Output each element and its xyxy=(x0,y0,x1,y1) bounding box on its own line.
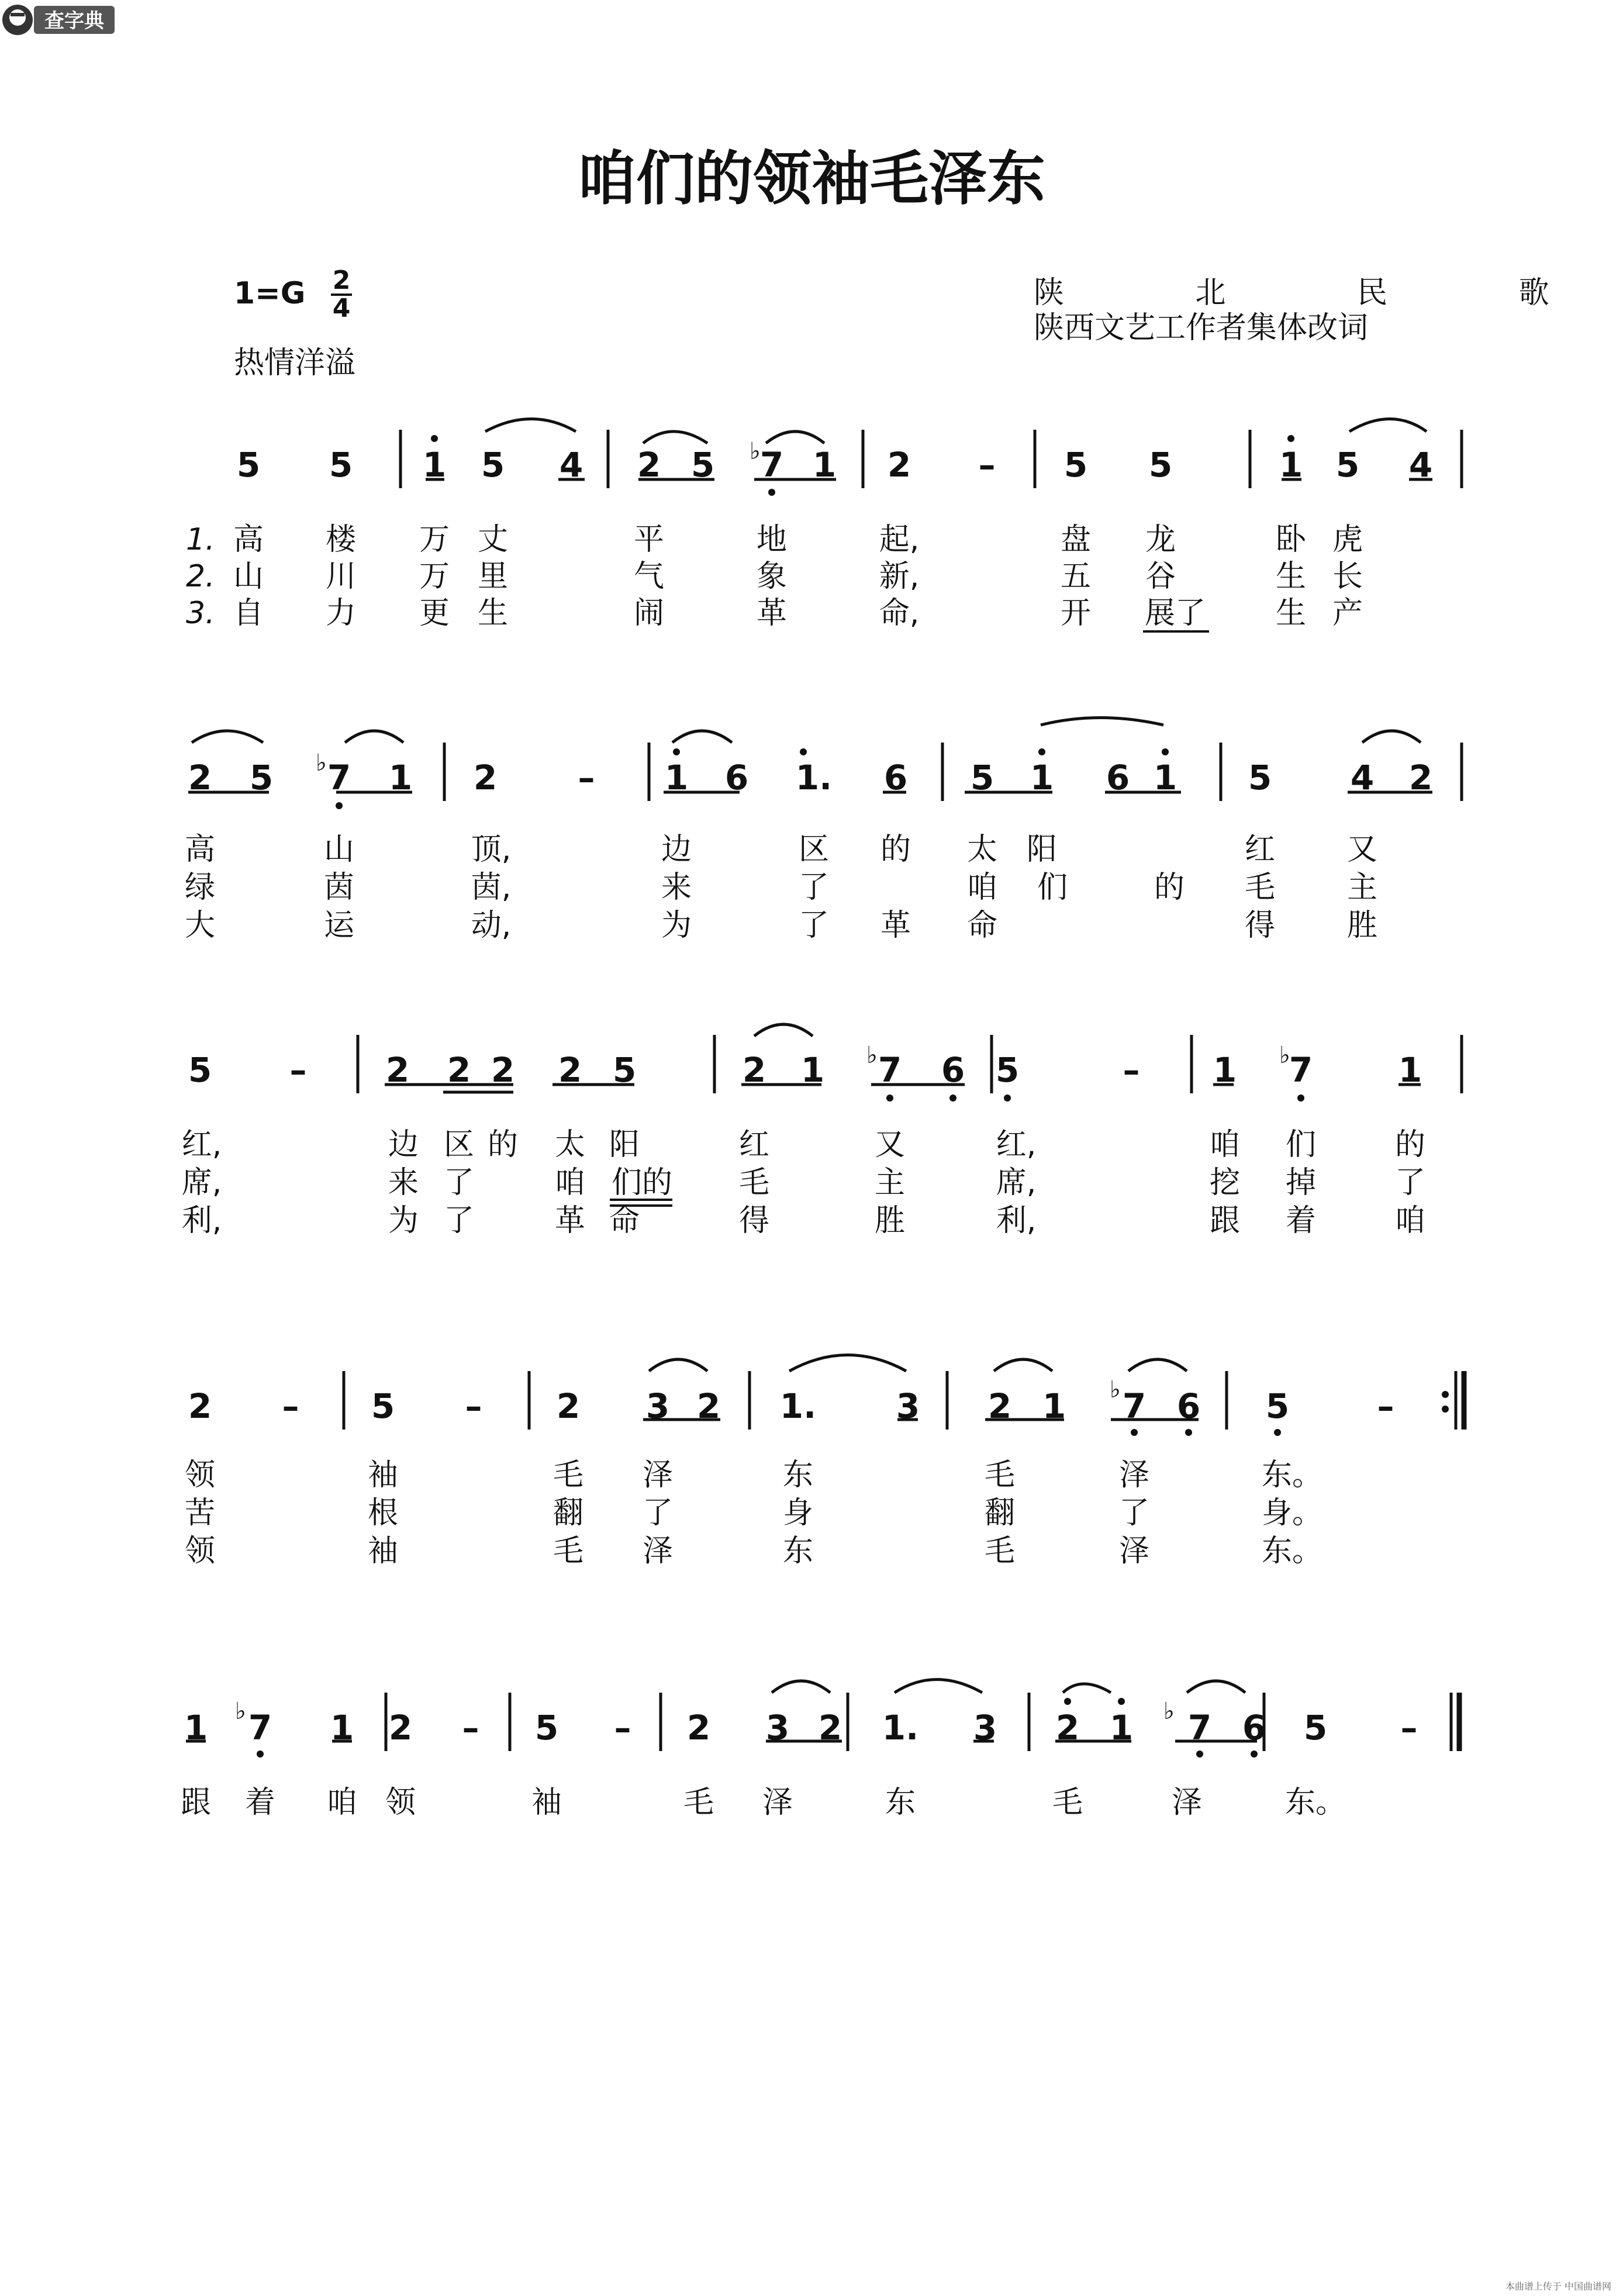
note: 5 xyxy=(1248,758,1272,797)
lyric: 跟 xyxy=(1209,1203,1241,1238)
octave-dot xyxy=(1004,1095,1011,1102)
lyric: 五 xyxy=(1060,559,1092,594)
lyric: 红 xyxy=(738,1127,770,1162)
verse-number: 1. xyxy=(186,522,215,557)
lyric: 了 xyxy=(642,1496,674,1531)
lyric: 毛 xyxy=(1052,1785,1083,1820)
slur xyxy=(766,431,824,443)
lyric: 平 xyxy=(633,522,665,557)
note: 2 xyxy=(388,1708,413,1748)
note: 1 xyxy=(1213,1050,1237,1090)
note: 1 xyxy=(664,758,689,797)
lyric: 利, xyxy=(996,1203,1037,1238)
note: 1 xyxy=(812,445,837,485)
lyric: 咱 xyxy=(554,1165,586,1200)
note: 1 xyxy=(1279,445,1303,485)
note: 5 xyxy=(690,445,715,485)
lyric: 们的 xyxy=(611,1165,673,1200)
note: 1 xyxy=(1153,758,1177,797)
note: 2 xyxy=(556,1386,581,1426)
lyric: 山 xyxy=(323,832,355,867)
lyric: 龙 xyxy=(1145,522,1176,557)
time-bottom: 4 xyxy=(332,294,351,323)
lyric: 了 xyxy=(798,870,830,905)
note: – xyxy=(282,1386,299,1426)
slur xyxy=(789,1355,906,1372)
octave-dot xyxy=(800,748,807,755)
lyric: 翻 xyxy=(552,1496,584,1531)
lyric: 命, xyxy=(879,596,920,631)
lyric: 毛 xyxy=(984,1458,1016,1493)
note: 6 xyxy=(1242,1708,1266,1748)
note: – xyxy=(1400,1708,1418,1748)
note: 2 xyxy=(473,758,498,797)
note: 2 xyxy=(742,1050,766,1090)
lyric: 东。 xyxy=(1261,1458,1323,1493)
key-signature: 1=G xyxy=(234,276,306,311)
slur xyxy=(1349,419,1427,432)
lyric: 们 xyxy=(1285,1127,1317,1162)
lyric: 咱 xyxy=(1209,1127,1241,1162)
footer-note: 本曲谱上传于 中国曲谱网 xyxy=(1505,2281,1611,2292)
note: 2 xyxy=(1408,758,1433,797)
lyric: 地 xyxy=(756,522,788,557)
lyric: 了 xyxy=(1394,1165,1426,1200)
note: 1 xyxy=(1030,758,1054,797)
lyric: 绿 xyxy=(184,870,216,905)
note: 5 xyxy=(970,758,994,797)
lyric: 生 xyxy=(1275,596,1307,631)
lyric: 为 xyxy=(661,908,692,943)
verse-number: 3. xyxy=(186,596,215,631)
lyric: 红, xyxy=(996,1127,1037,1162)
note: 5 xyxy=(612,1050,637,1090)
slur xyxy=(895,1680,982,1693)
lyric: 身 xyxy=(782,1496,814,1531)
lyric: 产 xyxy=(1332,596,1363,631)
note: 2 xyxy=(686,1708,711,1748)
note: 6 xyxy=(941,1050,965,1090)
octave-dot xyxy=(768,489,775,496)
lyric: 又 xyxy=(1346,832,1378,867)
lyric: 万 xyxy=(419,522,450,557)
lyric: 泽 xyxy=(1171,1785,1203,1820)
lyric: 胜 xyxy=(1346,908,1378,943)
lyric: 高 xyxy=(184,832,216,867)
page-title: 咱们的领袖毛泽东 xyxy=(578,144,1045,213)
lyric: 着 xyxy=(1285,1203,1317,1238)
note: 1. xyxy=(779,1386,817,1426)
slur xyxy=(754,1024,813,1036)
octave-dot xyxy=(1162,748,1169,755)
note: 7 xyxy=(878,1050,902,1090)
lyric: 盘 xyxy=(1060,522,1092,557)
note: – xyxy=(614,1708,631,1748)
lyric: 谷 xyxy=(1145,559,1176,594)
lyric: 咱 xyxy=(326,1785,358,1820)
lyric: 泽 xyxy=(762,1785,793,1820)
lyric: 革 xyxy=(880,908,911,943)
lyric: 生 xyxy=(1275,559,1307,594)
lyric: 东 xyxy=(782,1458,814,1493)
note: 1. xyxy=(882,1708,919,1748)
credit-lyrics: 陕西文艺工作者集体改词 xyxy=(1034,310,1369,346)
lyric: 的 xyxy=(1394,1127,1426,1162)
lyric: 挖 xyxy=(1209,1165,1241,1200)
lyric: 们 xyxy=(1037,870,1068,905)
lyric: 太 xyxy=(554,1127,586,1162)
lyric: 楼 xyxy=(325,522,357,557)
lyric: 翻 xyxy=(984,1496,1016,1531)
lyric: 为 xyxy=(388,1203,419,1238)
note: 6 xyxy=(1176,1386,1201,1426)
lyric: 的 xyxy=(1154,870,1185,905)
credit-source: 陕 北 民 歌 xyxy=(1034,275,1610,310)
lyric: 得 xyxy=(1244,908,1276,943)
lyric: 利, xyxy=(181,1203,222,1238)
note: 7 xyxy=(1187,1708,1212,1748)
note: 2 xyxy=(385,1050,410,1090)
note: 1 xyxy=(184,1708,208,1748)
note: – xyxy=(978,445,996,485)
note: 7 xyxy=(759,445,784,485)
note: – xyxy=(1123,1050,1140,1090)
flat-sign: ♭ xyxy=(235,1698,246,1725)
note: 6 xyxy=(883,758,908,797)
lyric: 边 xyxy=(661,832,692,867)
repeat-dot xyxy=(1442,1391,1449,1398)
note: 5 xyxy=(371,1386,395,1426)
lyric: 根 xyxy=(367,1496,399,1531)
lyric: 席, xyxy=(181,1165,222,1200)
note: 5 xyxy=(1303,1708,1328,1748)
note: 1 xyxy=(1042,1386,1066,1426)
slur xyxy=(345,731,403,743)
note: 5 xyxy=(995,1050,1020,1090)
lyric: 泽 xyxy=(642,1534,674,1569)
note: 1 xyxy=(800,1050,825,1090)
note: – xyxy=(1377,1386,1394,1426)
lyric: 东 xyxy=(885,1785,916,1820)
lyric: 更 xyxy=(419,596,450,631)
lyric: 山 xyxy=(233,559,264,594)
flat-sign: ♭ xyxy=(316,750,327,776)
note: – xyxy=(465,1386,482,1426)
lyric: 来 xyxy=(661,870,692,905)
lyric: 命 xyxy=(966,908,998,943)
lyric: 高 xyxy=(233,522,264,557)
lyric: 革 xyxy=(554,1203,586,1238)
octave-dot xyxy=(431,435,438,442)
slur xyxy=(772,1681,830,1693)
lyric: 的 xyxy=(487,1127,519,1162)
octave-dot xyxy=(1251,1751,1258,1758)
lyric: 川 xyxy=(325,559,357,594)
lyric: 袖 xyxy=(367,1534,399,1569)
note: – xyxy=(462,1708,479,1748)
octave-dot xyxy=(1287,435,1294,442)
lyric: 生 xyxy=(477,596,509,631)
flat-sign: ♭ xyxy=(1279,1042,1290,1069)
note: 5 xyxy=(1335,445,1360,485)
lyric: 领 xyxy=(184,1458,216,1493)
slur xyxy=(643,431,707,443)
lyric: 命 xyxy=(609,1203,640,1238)
note: 4 xyxy=(559,445,583,485)
lyric: 席, xyxy=(996,1165,1037,1200)
lyric: 毛 xyxy=(1244,870,1276,905)
note: 2 xyxy=(1055,1708,1080,1748)
repeat-dot xyxy=(1442,1406,1449,1413)
lyric: 茵 xyxy=(323,870,355,905)
octave-dot xyxy=(336,802,343,809)
lyric: 起, xyxy=(879,522,920,557)
slur xyxy=(649,1359,707,1371)
note: 2 xyxy=(188,1386,212,1426)
slur xyxy=(1187,1681,1245,1693)
verse-number: 2. xyxy=(186,559,215,594)
lyric: 毛 xyxy=(984,1534,1016,1569)
note: 2 xyxy=(637,445,661,485)
note: 5 xyxy=(329,445,353,485)
note: 5 xyxy=(481,445,505,485)
lyric: 领 xyxy=(385,1785,416,1820)
slur xyxy=(994,1359,1052,1371)
lyric: 气 xyxy=(633,559,665,594)
lyric: 领 xyxy=(184,1534,216,1569)
note: 1. xyxy=(795,758,833,797)
note: 1 xyxy=(388,758,413,797)
note: 7 xyxy=(1289,1050,1313,1090)
flat-sign: ♭ xyxy=(1110,1376,1121,1403)
lyric: 动, xyxy=(471,908,512,943)
slur xyxy=(192,731,263,743)
note: 5 xyxy=(534,1708,559,1748)
lyric: 革 xyxy=(756,596,788,631)
lyric: 掉 xyxy=(1285,1165,1317,1200)
octave-dot xyxy=(1185,1429,1192,1436)
lyric: 边 xyxy=(388,1127,419,1162)
lyric: 红, xyxy=(181,1127,222,1162)
lyric: 了 xyxy=(1118,1496,1150,1531)
lyric: 区 xyxy=(798,832,830,867)
note: 6 xyxy=(1106,758,1130,797)
tempo-marking: 热情洋溢 xyxy=(234,346,356,381)
lyric: 了 xyxy=(443,1165,475,1200)
time-top: 2 xyxy=(332,265,351,295)
lyric: 阳 xyxy=(609,1127,640,1162)
lyric: 东。 xyxy=(1261,1534,1323,1569)
lyric: 茵, xyxy=(471,870,512,905)
lyric: 毛 xyxy=(738,1165,770,1200)
slur xyxy=(672,731,732,743)
slur xyxy=(485,419,576,432)
octave-dot xyxy=(1118,1698,1125,1705)
note: – xyxy=(578,758,595,797)
lyric: 力 xyxy=(325,596,357,631)
note: 3 xyxy=(645,1386,670,1426)
note: 2 xyxy=(188,758,212,797)
lyric: 毛 xyxy=(552,1534,584,1569)
lyric: 袖 xyxy=(367,1458,399,1493)
octave-dot xyxy=(886,1095,893,1102)
lyric: 太 xyxy=(966,832,998,867)
lyric: 泽 xyxy=(642,1458,674,1493)
octave-dot xyxy=(1038,748,1045,755)
note: 7 xyxy=(248,1708,272,1748)
note: 6 xyxy=(724,758,749,797)
lyric: 又 xyxy=(874,1127,906,1162)
octave-dot xyxy=(1274,1429,1281,1436)
lyric: 丈 xyxy=(477,522,509,557)
lyric: 着 xyxy=(244,1785,276,1820)
lyric: 苦 xyxy=(184,1496,216,1531)
lyric: 里 xyxy=(477,559,509,594)
octave-dot xyxy=(1064,1698,1071,1705)
lyric: 主 xyxy=(1346,870,1378,905)
note: 5 xyxy=(1148,445,1173,485)
lyric: 毛 xyxy=(552,1458,584,1493)
note: 1 xyxy=(330,1708,354,1748)
note: 4 xyxy=(1350,758,1375,797)
logo-text: 查字典 xyxy=(44,9,104,33)
note: 2 xyxy=(491,1050,515,1090)
octave-dot xyxy=(257,1751,264,1758)
lyric: 运 xyxy=(323,908,355,943)
slur xyxy=(1362,731,1421,743)
lyric: 咱 xyxy=(1394,1203,1426,1238)
note: 4 xyxy=(1408,445,1433,485)
octave-dot xyxy=(1131,1429,1138,1436)
note: 2 xyxy=(887,445,911,485)
flat-sign: ♭ xyxy=(750,438,761,465)
note: 2 xyxy=(696,1386,721,1426)
note: – xyxy=(289,1050,307,1090)
slur xyxy=(1063,1684,1111,1693)
lyric: 万 xyxy=(419,559,450,594)
note: 5 xyxy=(249,758,274,797)
flat-sign: ♭ xyxy=(866,1042,878,1069)
note: 2 xyxy=(818,1708,842,1748)
lyric: 了 xyxy=(798,908,830,943)
lyric: 身。 xyxy=(1261,1496,1323,1531)
lyric: 的 xyxy=(880,832,911,867)
lyric: 了 xyxy=(443,1203,475,1238)
note: 3 xyxy=(765,1708,790,1748)
octave-dot xyxy=(949,1095,956,1102)
flat-sign: ♭ xyxy=(1163,1698,1175,1725)
octave-dot xyxy=(1196,1751,1203,1758)
lyric: 区 xyxy=(443,1127,475,1162)
slur xyxy=(1041,718,1163,726)
note: 3 xyxy=(896,1386,920,1426)
lyric: 主 xyxy=(874,1165,906,1200)
lyric: 毛 xyxy=(683,1785,714,1820)
note: 1 xyxy=(1398,1050,1422,1090)
lyric: 咱 xyxy=(966,870,998,905)
lyric: 新, xyxy=(879,559,920,594)
note: 2 xyxy=(558,1050,582,1090)
note: 1 xyxy=(422,445,447,485)
lyric: 闹 xyxy=(633,596,665,631)
lyric: 开 xyxy=(1060,596,1092,631)
lyric: 来 xyxy=(388,1165,419,1200)
lyric: 袖 xyxy=(531,1785,562,1820)
lyric: 大 xyxy=(184,908,216,943)
lyric: 象 xyxy=(756,559,788,594)
lyric: 东。 xyxy=(1284,1785,1346,1820)
lyric: 得 xyxy=(738,1203,770,1238)
lyric: 自 xyxy=(233,596,264,631)
note: 2 xyxy=(987,1386,1012,1426)
lyric: 阳 xyxy=(1026,832,1058,867)
note: 5 xyxy=(1265,1386,1290,1426)
octave-dot xyxy=(1297,1095,1304,1102)
note: 7 xyxy=(1122,1386,1147,1426)
lyric: 跟 xyxy=(180,1785,212,1820)
lyric: 泽 xyxy=(1118,1458,1150,1493)
slur xyxy=(1128,1359,1187,1371)
lyric: 东 xyxy=(782,1534,814,1569)
note: 1 xyxy=(1109,1708,1134,1748)
note: 5 xyxy=(188,1050,212,1090)
lyric: 虎 xyxy=(1332,522,1363,557)
lyric: 胜 xyxy=(874,1203,906,1238)
note: 3 xyxy=(973,1708,997,1748)
note: 7 xyxy=(327,758,351,797)
lyric: 展了 xyxy=(1144,596,1206,631)
lyric: 泽 xyxy=(1118,1534,1150,1569)
note: 5 xyxy=(1063,445,1088,485)
note: 2 xyxy=(447,1050,471,1090)
octave-dot xyxy=(673,748,680,755)
lyric: 长 xyxy=(1332,559,1363,594)
note: 5 xyxy=(236,445,261,485)
lyric: 顶, xyxy=(471,832,512,867)
lyric: 红 xyxy=(1244,832,1276,867)
lyric: 卧 xyxy=(1275,522,1307,557)
